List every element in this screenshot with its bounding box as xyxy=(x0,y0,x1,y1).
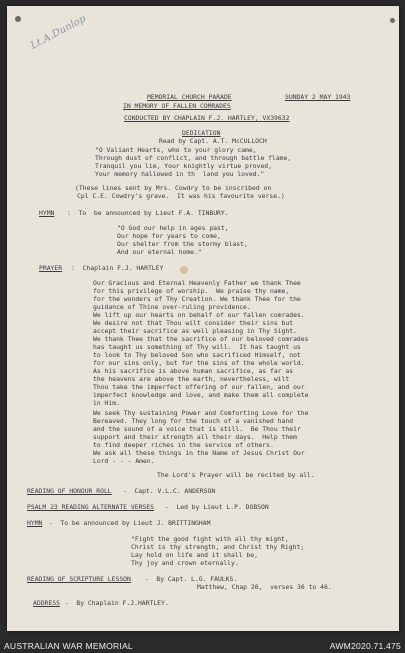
prayer-line: for this privilege of worship. We praise thy name, xyxy=(93,287,290,295)
prayer-line: in Him. xyxy=(93,399,120,407)
prayer-line: accept their sacrifice as well pleasing in Thy Sight. xyxy=(93,327,297,335)
prayer-line: We desire not that Thou wilt consider their sins but xyxy=(93,319,294,327)
stain-mark xyxy=(180,266,188,274)
dedication-verse-line: "O Valiant Hearts, who to your glory came, xyxy=(95,146,257,154)
scripture-reference: Matthew, Chap 26, verses 36 to 46. xyxy=(197,583,332,591)
dedication-reader: Read by Capt. A.T. McCULLOCH xyxy=(159,137,267,145)
dedication-verse-line: Tranquil you lie, Your knightly virtue proved, xyxy=(95,162,272,170)
prayer-line: Lord - - - Amen. xyxy=(93,457,155,465)
prayer-line: has taught us something of Thy will. It has taught us xyxy=(93,343,301,351)
pin-hole xyxy=(390,18,395,23)
dedication-heading: DEDICATION xyxy=(182,129,221,137)
honour-roll-label: READING OF HONOUR ROLL xyxy=(27,487,112,495)
prayer-line: imperfect knowledge and love, and make them all complete xyxy=(93,391,309,399)
footer-institution: AUSTRALIAN WAR MEMORIAL xyxy=(4,641,133,651)
conducted-by: CONDUCTED BY CHAPLAIN F.J. HARTLEY, VX39632 xyxy=(124,114,290,122)
handwritten-note: Lt.A.Dunlop xyxy=(29,13,88,52)
prayer-line: We ask all these things in the Name of Jesus Christ Our xyxy=(93,449,305,457)
prayer-line: the heavens are above the earth, nevertheless, wilt xyxy=(93,375,290,383)
dedication-note-line: Cpl C.E. Cowdry's grave. It was his favourite verse.) xyxy=(77,192,285,200)
dedication-verse-line: Your memory hallowed in th land you loved." xyxy=(95,170,265,178)
lords-prayer-note: The Lord's Prayer will be recited by all. xyxy=(157,471,315,479)
footer-accession-number: AWM2020.71.475 xyxy=(329,641,401,651)
prayer-line: for our sins only, but for the sins of the whole world. xyxy=(93,359,305,367)
prayer-leader: : Chaplain F.J. HARTLEY xyxy=(71,264,164,272)
honour-roll-reader: - Capt. V.L.C. ANDERSON xyxy=(119,487,216,495)
prayer-label: PRAYER xyxy=(39,264,63,272)
scripture-label: READING OF SCRIPTURE LESSON xyxy=(27,575,131,583)
prayer-line: We thank Thee that the sacrifice of our beloved comrades xyxy=(93,335,309,343)
address-speaker: - By Chaplain F.J.HARTLEY. xyxy=(61,599,169,607)
prayer-line: support and their strength all their days. Help them xyxy=(93,433,297,441)
prayer-line: guidance of Thine over-ruling providence. xyxy=(93,303,251,311)
document-page xyxy=(7,6,399,631)
hymn-verse-line: "Fight the good fight with all thy might, xyxy=(131,535,289,543)
prayer-line: to find deeper riches in the service of others. xyxy=(93,441,274,449)
hymn-verse-line: Our shelter from the stormy blast, xyxy=(117,240,248,248)
dedication-note-line: (These lines sent by Mrs. Cowdry to be inscribed on xyxy=(75,184,272,192)
document-title: MEMORIAL CHURCH PARADE xyxy=(147,93,232,101)
pin-hole xyxy=(15,16,21,22)
scripture-reader: - By Capt. L.G. FAULKS. xyxy=(141,575,238,583)
hymn-label: HYMN xyxy=(39,209,55,217)
hymn-announcer: : To be announced by Lieut F.A. TINBURY. xyxy=(67,209,229,217)
hymn-label: HYMN xyxy=(27,519,43,527)
prayer-line: As his sacrifice is above human sacrifice, as far as xyxy=(93,367,294,375)
prayer-line: to look to Thy beloved Son who sacrificed Himself, not xyxy=(93,351,301,359)
prayer-line: for the wonders of Thy Creation. We thank Thee for the xyxy=(93,295,301,303)
hymn-verse-line: "O God our help in ages past, xyxy=(117,224,229,232)
document-date: SUNDAY 2 MAY 1943 xyxy=(285,93,351,101)
hymn-verse-line: And our eternal home." xyxy=(117,248,202,256)
prayer-line: Our Gracious and Eternal Heavenly Father we thank Thee xyxy=(93,279,301,287)
prayer-line: We seek Thy sustaining Power and Comforting Love for the xyxy=(93,409,309,417)
document-subtitle: IN MEMORY OF FALLEN COMRADES xyxy=(123,102,231,110)
hymn-verse-line: Lay hold on life and it shall be, xyxy=(131,551,258,559)
prayer-line: Bereaved. They long for the touch of a vanished hand xyxy=(93,417,294,425)
prayer-line: Thou take the imperfect offering of our fallen, and our xyxy=(93,383,305,391)
hymn-announcer: - To be announced by Lieut J. BRITTINGHAM xyxy=(45,519,211,527)
hymn-verse-line: Christ is thy strength, and Christ thy Right; xyxy=(131,543,305,551)
hymn-verse-line: Thy joy and crown eternally. xyxy=(131,559,239,567)
psalm-label: PSALM 23 READING ALTERNATE VERSES xyxy=(27,503,154,511)
hymn-verse-line: Our hope for years to come, xyxy=(117,232,221,240)
dedication-verse-line: Through dust of conflict, and through battle flame, xyxy=(95,154,292,162)
psalm-leader: - Led by Lieut L.P. DOBSON xyxy=(161,503,269,511)
prayer-line: We lift up our hearts on behalf of our fallen comrades. xyxy=(93,311,305,319)
address-label: ADDRESS xyxy=(33,599,60,607)
prayer-line: and the sound of a voice that is still. Be Thou their xyxy=(93,425,301,433)
